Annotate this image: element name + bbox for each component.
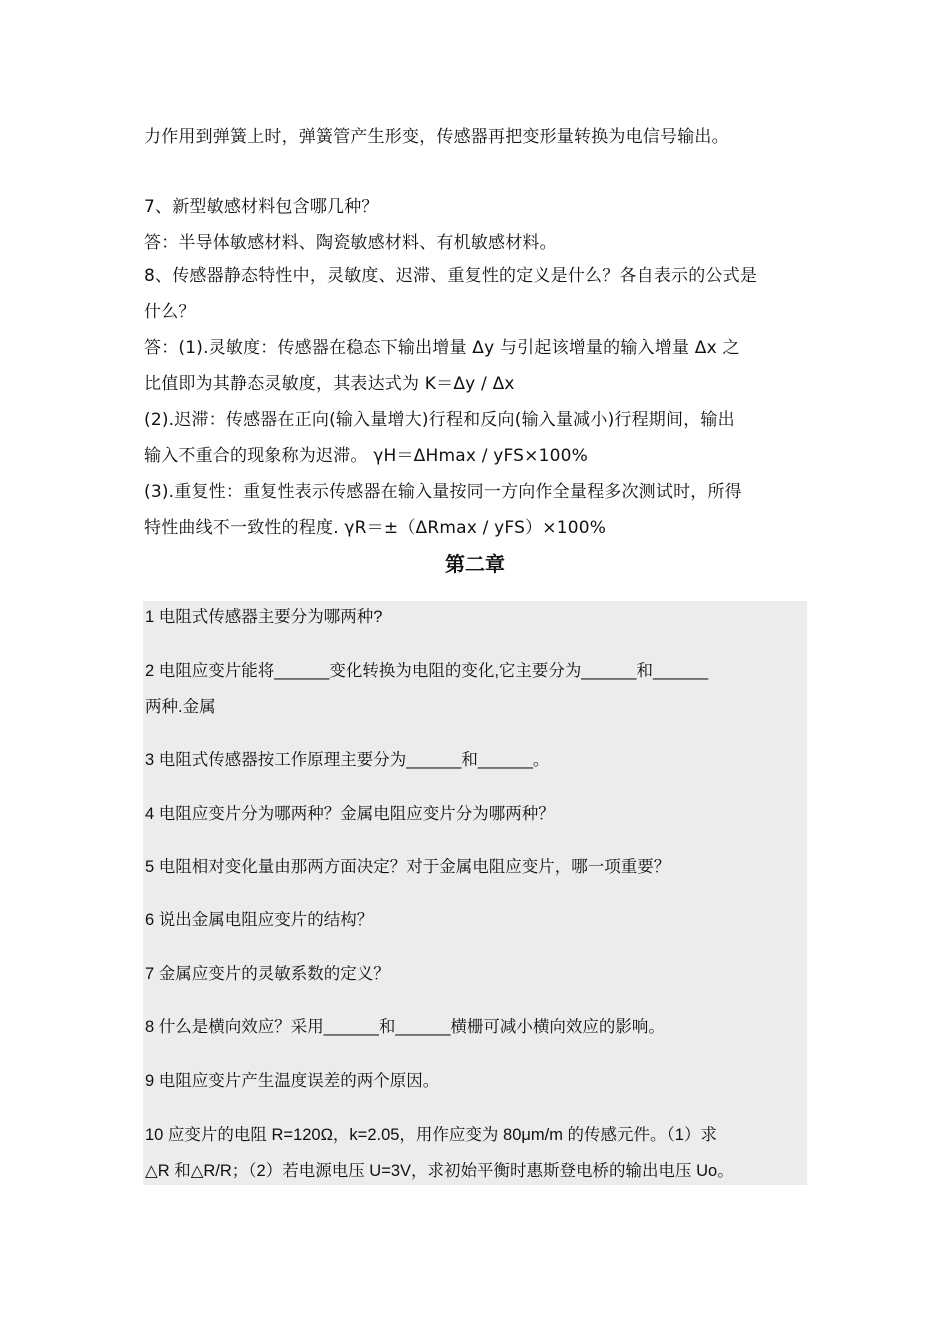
- ch2-question-9: 9 电阻应变片产生温度误差的两个原因。: [145, 1072, 440, 1090]
- answer-7: 答：半导体敏感材料、陶瓷敏感材料、有机敏感材料。: [144, 233, 557, 253]
- question-8-line-1: 8、传感器静态特性中，灵敏度、迟滞、重复性的定义是什么？各自表示的公式是: [144, 266, 758, 286]
- answer-8-hysteresis-line-1: (2).迟滞：传感器在正向(输入量增大)行程和反向(输入量减小)行程期间，输出: [144, 410, 735, 430]
- ch2-question-6: 6 说出金属电阻应变片的结构？: [145, 911, 374, 929]
- answer-8-repeatability-line-1: (3).重复性：重复性表示传感器在输入量按同一方向作全量程多次测试时，所得: [144, 482, 742, 502]
- ch2-question-4: 4 电阻应变片分为哪两种？金属电阻应变片分为哪两种？: [145, 805, 555, 823]
- paragraph-continuation: 力作用到弹簧上时，弹簧管产生形变，传感器再把变形量转换为电信号输出。: [144, 127, 729, 147]
- answer-8-repeatability-line-2: 特性曲线不一致性的程度. γR＝±（ΔRmax / yFS）×100%: [144, 518, 607, 538]
- ch2-question-2-line-2: 两种.金属: [145, 698, 216, 716]
- question-block: [143, 601, 807, 1185]
- ch2-question-3: 3 电阻式传感器按工作原理主要分为______和______。: [145, 751, 550, 769]
- question-7: 7、新型敏感材料包含哪几种？: [144, 197, 379, 217]
- ch2-question-1: 1 电阻式传感器主要分为哪两种?: [145, 608, 383, 626]
- question-8-line-2: 什么？: [144, 302, 196, 322]
- answer-8-sensitivity-line-2: 比值即为其静态灵敏度，其表达式为 K＝Δy / Δx: [144, 374, 515, 394]
- answer-8-hysteresis-line-2: 输入不重合的现象称为迟滞。 γH＝ΔHmax / yFS×100%: [144, 446, 589, 466]
- ch2-question-2-line-1: 2 电阻应变片能将______变化转换为电阻的变化,它主要分为______和______: [145, 662, 709, 680]
- ch2-question-10-line-2: △R 和△R/R；（2）若电源电压 U=3V，求初始平衡时惠斯登电桥的输出电压 Uo。: [145, 1162, 734, 1180]
- ch2-question-7: 7 金属应变片的灵敏系数的定义？: [145, 965, 390, 983]
- answer-8-sensitivity-line-1: 答：(1).灵敏度：传感器在稳态下输出增量 Δy 与引起该增量的输入增量 Δx 之: [144, 338, 740, 358]
- ch2-question-8: 8 什么是横向效应？采用______和______横栅可减小横向效应的影响。: [145, 1018, 665, 1036]
- chapter-title: 第二章: [445, 552, 505, 576]
- ch2-question-10-line-1: 10 应变片的电阻 R=120Ω，k=2.05，用作应变为 80μm/m 的传感元件。（1）求: [145, 1126, 717, 1144]
- ch2-question-5: 5 电阻相对变化量由那两方面决定？对于金属电阻应变片，哪一项重要？: [145, 858, 671, 876]
